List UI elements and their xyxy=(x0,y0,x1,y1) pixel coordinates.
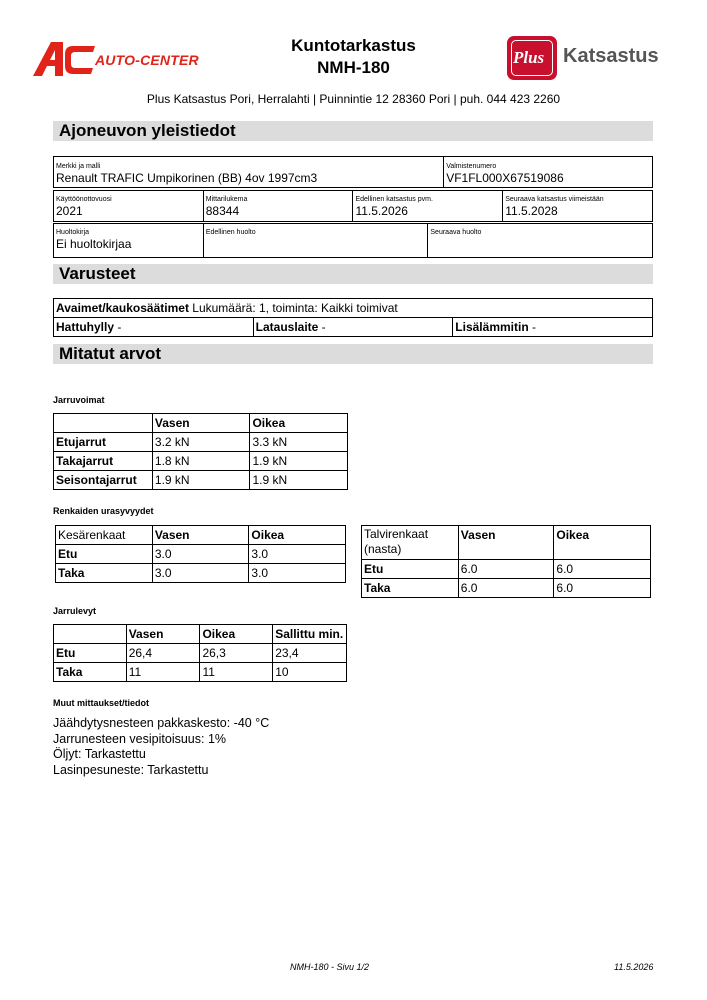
discs-corner xyxy=(54,625,127,644)
prev-inspection-value: 11.5.2026 xyxy=(355,204,408,218)
table-row xyxy=(54,433,348,452)
cell-left: 11 xyxy=(126,663,200,682)
cell-right: 6.0 xyxy=(554,560,651,579)
cell-min: 10 xyxy=(273,663,347,682)
intro-year-cell xyxy=(54,191,204,222)
list-item: Lasinpesuneste: Tarkastettu xyxy=(53,762,209,777)
prev-service-label: Edellinen huolto xyxy=(205,229,256,236)
hat-shelf-value: - xyxy=(114,320,122,334)
keys-label: Avaimet/kaukosäätimet xyxy=(56,301,189,315)
charger-value: - xyxy=(318,320,326,334)
service-book-label: Huoltokirja xyxy=(56,229,90,236)
summer-col-right: Oikea xyxy=(249,526,346,545)
table-row xyxy=(56,564,346,583)
winter-header: Talvirenkaat (nasta) xyxy=(362,526,459,560)
hat-shelf-cell xyxy=(54,318,254,337)
next-inspection-label: Seuraava katsastus viimeistään xyxy=(505,196,604,203)
cell-right: 6.0 xyxy=(554,579,651,598)
list-item: Jäähdytysnesteen pakkaskesto: -40 °C xyxy=(53,716,270,730)
prev-inspection-cell xyxy=(353,191,503,222)
table-row xyxy=(54,644,347,663)
list-item: Jarrunesteen vesipitoisuus: 1% xyxy=(53,731,227,746)
summer-tyres-table xyxy=(55,525,346,583)
brakes-table xyxy=(53,413,348,490)
discs-col-right: Oikea xyxy=(200,625,273,644)
katsastus-wordmark: Katsastus xyxy=(563,45,659,67)
general-info-table-row3 xyxy=(53,223,653,258)
odometer-label: Mittarilukema xyxy=(205,196,248,203)
brake-discs-table xyxy=(53,624,347,682)
cell-left: 26,4 xyxy=(126,644,200,663)
make-model-value: Renault TRAFIC Umpikorinen (BB) 4ov 1997cm3 xyxy=(56,171,318,185)
row-label: Taka xyxy=(362,579,459,598)
cell-right: 1.9 kN xyxy=(250,452,348,471)
next-service-label: Seuraava huolto xyxy=(430,229,482,236)
section-heading-general: Ajoneuvon yleistiedot xyxy=(53,121,653,141)
contact-line: Plus Katsastus Pori, Herralahti | Puinnintie 12 28360 Pori | puh. 044 423 2260 xyxy=(146,92,561,106)
cell-left: 6.0 xyxy=(458,560,554,579)
cell-left: 1.8 kN xyxy=(152,452,250,471)
heater-cell xyxy=(453,318,653,337)
brakes-title: Jarruvoimat xyxy=(53,395,105,405)
cell-right: 1.9 kN xyxy=(250,471,348,490)
next-inspection-cell xyxy=(503,191,653,222)
brakes-col-left: Vasen xyxy=(152,414,250,433)
table-row xyxy=(56,545,346,564)
hat-shelf-label: Hattuhylly xyxy=(56,320,115,334)
service-book-value: Ei huoltokirjaa xyxy=(56,237,132,251)
equipment-table xyxy=(53,298,653,337)
odometer-cell xyxy=(203,191,353,222)
cell-left: 3.2 kN xyxy=(152,433,250,452)
table-row xyxy=(362,560,651,579)
make-model-label: Merkki ja malli xyxy=(56,163,101,170)
row-label: Etu xyxy=(362,560,459,579)
general-info-table-row2 xyxy=(53,190,653,222)
next-service-cell xyxy=(428,224,653,258)
cell-min: 23,4 xyxy=(273,644,347,663)
discs-title: Jarrulevyt xyxy=(53,606,97,616)
row-label: Etu xyxy=(56,545,153,564)
plus-badge-icon xyxy=(507,36,557,80)
prev-inspection-label: Edellinen katsastus pvm. xyxy=(355,196,433,203)
intro-year-value: 2021 xyxy=(56,204,83,218)
row-label: Etujarrut xyxy=(54,433,153,452)
other-title: Muut mittaukset/tiedot xyxy=(53,698,149,708)
keys-cell xyxy=(54,299,653,318)
plus-badge-text: Plus xyxy=(513,48,545,67)
table-row xyxy=(54,663,347,682)
cell-left: 1.9 kN xyxy=(152,471,250,490)
vin-value: VF1FL000X67519086 xyxy=(446,171,564,185)
row-label: Takajarrut xyxy=(54,452,153,471)
charger-cell xyxy=(253,318,453,337)
vin-label: Valmistenumero xyxy=(446,163,497,170)
section-heading-measured: Mitatut arvot xyxy=(53,344,653,364)
winter-col-right: Oikea xyxy=(554,526,651,560)
odometer-value: 88344 xyxy=(205,204,240,218)
cell-right: 26,3 xyxy=(200,644,273,663)
footer-date: 11.5.2026 xyxy=(614,962,654,972)
row-label: Taka xyxy=(54,663,127,682)
charger-label: Latauslaite xyxy=(255,320,319,334)
summer-header: Kesärenkaat xyxy=(56,526,153,545)
cell-left: 3.0 xyxy=(152,545,249,564)
document-title: Kuntotarkastus xyxy=(291,36,416,55)
keys-value: Lukumäärä: 1, toiminta: Kaikki toimivat xyxy=(188,301,398,315)
next-inspection-value: 11.5.2028 xyxy=(505,204,558,218)
table-row xyxy=(54,471,348,490)
heater-label: Lisälämmitin xyxy=(455,320,529,334)
cell-right: 3.3 kN xyxy=(250,433,348,452)
footer-page-number: NMH-180 - Sivu 1/2 xyxy=(290,962,370,972)
service-book-cell xyxy=(54,224,204,258)
intro-year-label: Käyttöönottovuosi xyxy=(56,196,112,203)
winter-tyres-table xyxy=(361,525,651,598)
table-row xyxy=(54,452,348,471)
heater-value: - xyxy=(528,320,536,334)
make-model-cell xyxy=(54,157,444,188)
row-label: Seisontajarrut xyxy=(54,471,153,490)
winter-col-left: Vasen xyxy=(458,526,554,560)
section-heading-equipment: Varusteet xyxy=(53,264,653,284)
vin-cell xyxy=(444,157,653,188)
cell-right: 11 xyxy=(200,663,273,682)
summer-col-left: Vasen xyxy=(152,526,249,545)
plate-number: NMH-180 xyxy=(317,58,390,77)
tyres-title: Renkaiden urasyvyydet xyxy=(53,506,154,516)
cell-right: 3.0 xyxy=(249,545,346,564)
list-item: Öljyt: Tarkastettu xyxy=(53,747,146,761)
cell-left: 6.0 xyxy=(458,579,554,598)
discs-col-left: Vasen xyxy=(126,625,200,644)
cell-right: 3.0 xyxy=(249,564,346,583)
plus-katsastus-logo xyxy=(507,36,677,80)
brakes-col-right: Oikea xyxy=(250,414,348,433)
brakes-corner xyxy=(54,414,153,433)
general-info-table xyxy=(53,156,653,188)
other-measurements xyxy=(53,716,269,778)
prev-service-cell xyxy=(203,224,428,258)
cell-left: 3.0 xyxy=(152,564,249,583)
discs-col-min: Sallittu min. xyxy=(273,625,347,644)
row-label: Taka xyxy=(56,564,153,583)
auto-center-wordmark: AUTO-CENTER xyxy=(95,52,199,68)
row-label: Etu xyxy=(54,644,127,663)
table-row xyxy=(362,579,651,598)
